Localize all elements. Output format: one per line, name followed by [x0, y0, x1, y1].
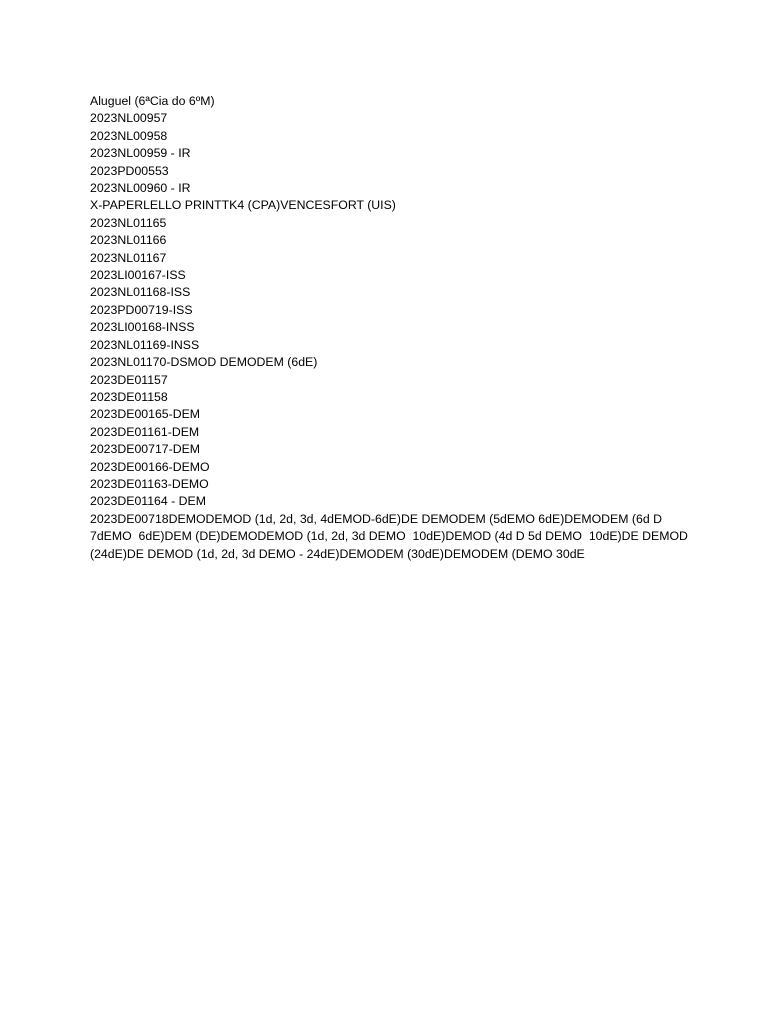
- text-line: 2023NL01165: [90, 215, 167, 230]
- document-text: [90, 93, 690, 563]
- text-line: 2023DE01164 - DEM: [90, 494, 206, 509]
- text-line: 2023NL01170-DSMOD DEMODEM (6dE): [90, 355, 318, 370]
- text-line: 2023DE00717-DEM: [90, 442, 201, 457]
- paragraph-line: 7dEMO 6dE)DEM (DE)DEMODEMOD (1d, 2d, 3d DEMO 10dE)DEMOD (4d D 5d DEMO 10dE)DE DEMOD: [90, 529, 688, 544]
- text-line: 2023PD00719-ISS: [90, 302, 193, 317]
- text-line: 2023NL00960 - IR: [90, 181, 191, 196]
- text-line: 2023DE00166-DEMO: [90, 459, 210, 474]
- text-line: 2023NL00958: [90, 128, 168, 143]
- text-line: 2023NL01169-INSS: [90, 337, 200, 352]
- text-line: 2023DE01163-DEMO: [90, 476, 209, 491]
- text-line: 2023PD00553: [90, 163, 169, 178]
- text-line: 2023NL01167: [90, 250, 167, 265]
- text-line: 2023NL00957: [90, 111, 168, 126]
- paragraph-line: (24dE)DE DEMOD (1d, 2d, 3d DEMO - 24dE)DEMODEM (30dE)DEMODEM (DEMO 30dE: [90, 546, 585, 561]
- text-line: 2023DE00165-DEM: [90, 407, 201, 422]
- text-line: 2023NL00959 - IR: [90, 146, 191, 161]
- text-line: 2023DE01158: [90, 389, 168, 404]
- text-line: 2023DE01161-DEM: [90, 424, 200, 439]
- text-line-title: Aluguel (6ªCia do 6ºM): [90, 94, 215, 108]
- text-line: 2023DE01157: [90, 372, 168, 387]
- text-line: 2023NL01168-ISS: [90, 285, 191, 300]
- text-line: X-PAPERLELLO PRINTTK4 (CPA)VENCESFORT (UIS): [90, 198, 396, 213]
- text-line: 2023LI00168-INSS: [90, 320, 195, 335]
- paragraph-line: 2023DE00718DEMODEMOD (1d, 2d, 3d, 4dEMOD-6dE)DE DEMODEM (5dEMO 6dE)DEMODEM (6d D: [90, 511, 662, 526]
- text-line: 2023LI00167-ISS: [90, 268, 186, 283]
- text-line: 2023NL01166: [90, 233, 167, 248]
